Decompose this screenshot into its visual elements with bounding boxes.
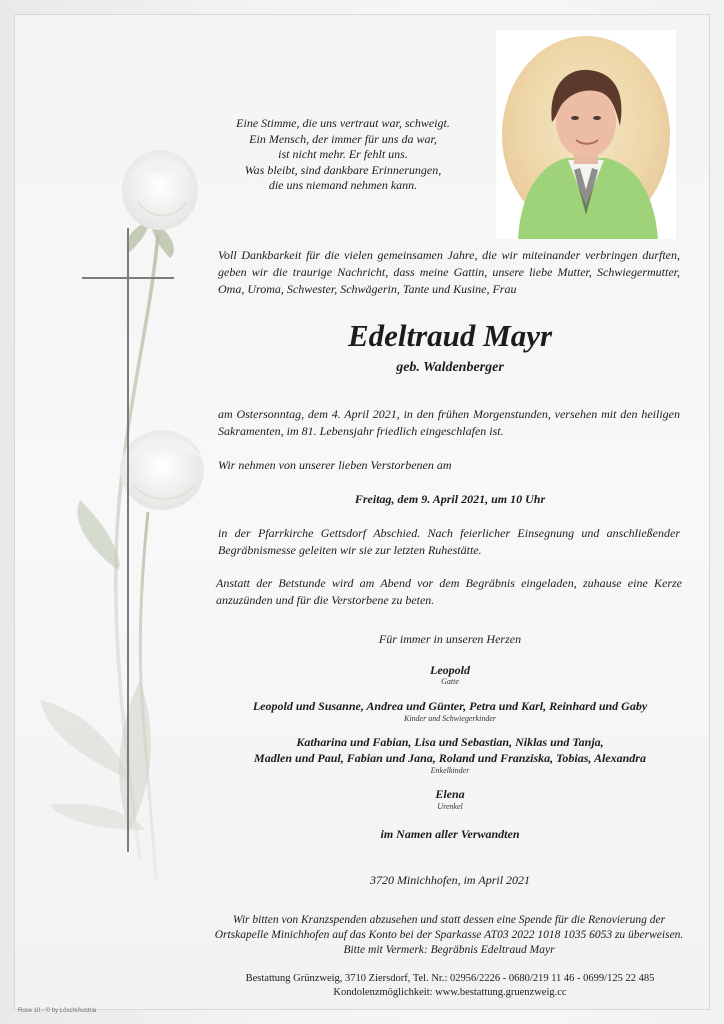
children-label: Kinder und Schwiegerkinder (404, 714, 496, 723)
condolence-line: Kondolenzmöglichkeit: www.bestattung.gruenzweig.cc (333, 987, 567, 998)
undertaker-line: Bestattung Grünzweig, 3710 Ziersdorf, Tel. Nr.: 02956/2226 - 0680/219 11 46 - 0699/125 22 485 (245, 973, 655, 984)
closing-heart-line: Für immer in unseren Herzen (378, 632, 522, 646)
image-credit: Rose 10 - © by Lösch/Austria (18, 1008, 97, 1014)
cross-vertical-beam (127, 228, 129, 852)
great-grandchild-label: Urenkel (437, 802, 463, 811)
intro-text: Voll Dankbarkeit für die vielen gemeinsamen Jahre, die wir miteinander verbringen durften, geben wir die traurige Nachricht, dass meine Gattin, unsere liebe Mutter, Schwiegermutter, Oma, Uroma, Schwester, Schwägerin, Tante und Kusine, Frau (218, 248, 680, 296)
maiden-name: geb. Waldenberger (396, 360, 504, 375)
grandchildren-line-2: Madlen und Paul, Fabian und Jana, Roland und Franziska, Tobias, Alexandra (254, 751, 646, 765)
spouse-label: Gatte (441, 677, 459, 686)
farewell-intro: Wir nehmen von unserer lieben Verstorbenen am (218, 458, 452, 472)
poem-line: Ein Mensch, der immer für uns da war, (249, 131, 437, 146)
death-notice: am Ostersonntag, dem 4. April 2021, in den frühen Morgenstunden, versehen mit den heiligen Sakramenten, im 81. Lebensjahr friedlich eingeschlafen ist. (218, 407, 680, 438)
cross-horizontal-beam (82, 277, 174, 279)
great-grandchild-name: Elena (435, 787, 465, 801)
memorial-poem (200, 116, 486, 194)
farewell-date: Freitag, dem 9. April 2021, um 10 Uhr (354, 492, 546, 506)
portrait-photo (496, 30, 676, 239)
poem-line: Was bleibt, sind dankbare Erinnerungen, (244, 162, 442, 177)
poem-line: Eine Stimme, die uns vertraut war, schweigt. (236, 116, 450, 130)
spouse-name: Leopold (430, 663, 470, 677)
prayer-note: Anstatt der Betstunde wird am Abend vor dem Begräbnis eingeladen, zuhause eine Kerze anzuzünden und für die Verstorbene zu beten. (216, 576, 682, 607)
poem-line: ist nicht mehr. Er fehlt uns. (278, 147, 408, 161)
donation-request: Wir bitten von Kranzspenden abzusehen und statt dessen eine Spende für die Renovierung der Ortskapelle Minichhofen auf das Konto bei der Sparkasse AT03 2022 1018 1035 6053 zu überweisen. Bitte mit Vermerk: Begräbnis Edeltraud Mayr (214, 914, 684, 956)
grandchildren-line-1: Katharina und Fabian, Lisa und Sebastian, Niklas und Tanja, (296, 735, 604, 749)
farewell-place: in der Pfarrkirche Gettsdorf Abschied. Nach feierlicher Einsegnung und anschließender Begräbnismesse geleiten wir sie zur letzten Ruhestätte. (218, 526, 680, 557)
deceased-name: Edeltraud Mayr (347, 318, 553, 353)
place-date: 3720 Minichhofen, im April 2021 (369, 873, 531, 887)
poem-line: die uns niemand nehmen kann. (268, 178, 418, 192)
grandchildren-label: Enkelkinder (430, 766, 470, 775)
children-names: Leopold und Susanne, Andrea und Günter, Petra und Karl, Reinhard und Gaby (252, 699, 648, 713)
all-relatives-line: im Namen aller Verwandten (380, 827, 520, 841)
